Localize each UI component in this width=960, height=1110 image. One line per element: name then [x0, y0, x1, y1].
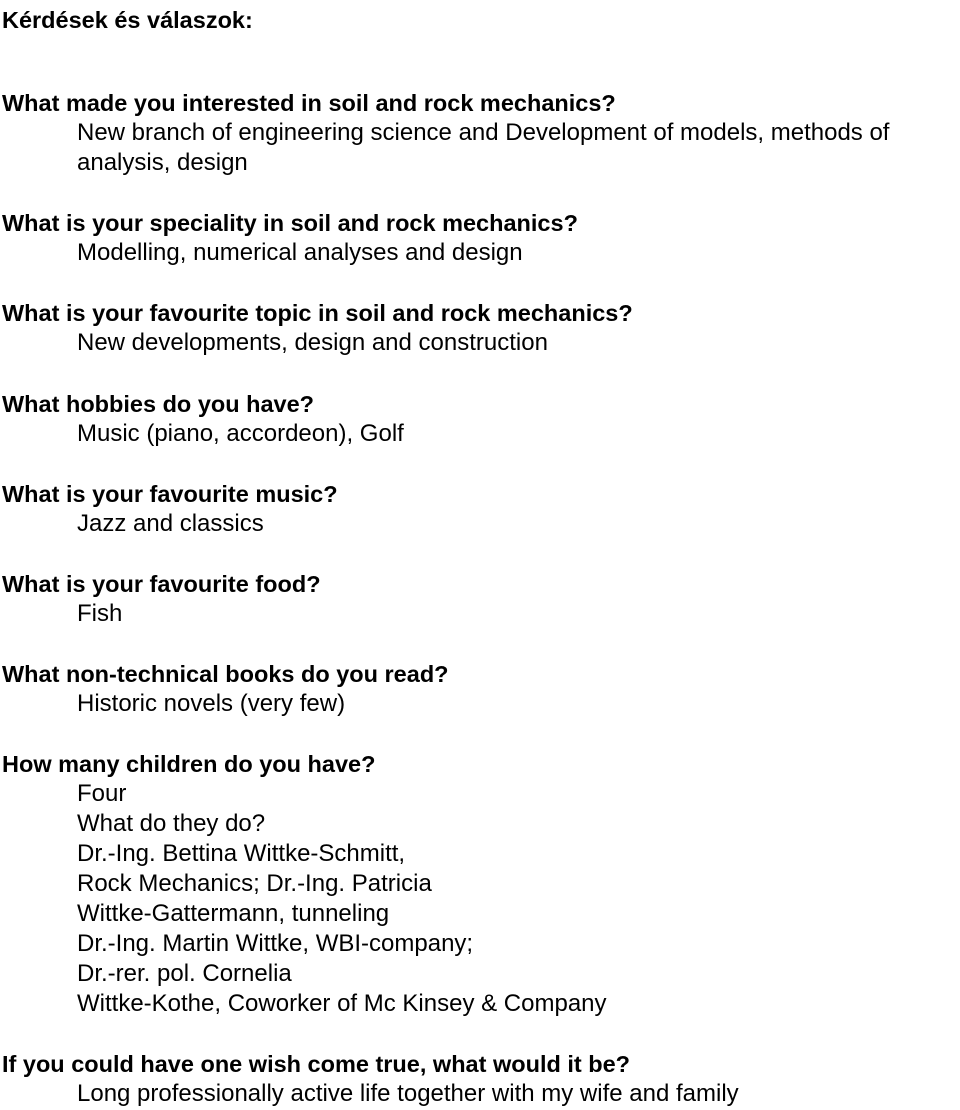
question-8: How many children do you have?	[2, 751, 376, 777]
answer-2-line-1: Modelling, numerical analyses and design	[77, 239, 523, 266]
answer-8-line-8: Wittke-Kothe, Coworker of Mc Kinsey & Company	[77, 990, 607, 1017]
question-2: What is your speciality in soil and rock mechanics?	[2, 210, 578, 236]
answer-8-line-7: Dr.-rer. pol. Cornelia	[77, 960, 292, 987]
answer-5-line-1: Jazz and classics	[77, 510, 264, 537]
answer-7-line-1: Historic novels (very few)	[77, 690, 346, 717]
answer-8-line-6: Dr.-Ing. Martin Wittke, WBI-company;	[77, 930, 474, 957]
answer-1-line-1: New branch of engineering science and Development of models, methods of	[77, 119, 890, 146]
answer-8-line-5: Wittke-Gattermann, tunneling	[77, 900, 390, 927]
answer-3-line-1: New developments, design and construction	[77, 329, 548, 356]
question-7: What non-technical books do you read?	[2, 661, 449, 687]
question-1: What made you interested in soil and rock mechanics?	[2, 90, 616, 116]
question-6: What is your favourite food?	[2, 571, 321, 597]
answer-8-line-4: Rock Mechanics; Dr.-Ing. Patricia	[77, 870, 432, 897]
question-5: What is your favourite music?	[2, 481, 338, 507]
answer-9-line-1: Long professionally active life together with my wife and family	[77, 1080, 739, 1107]
question-3: What is your favourite topic in soil and rock mechanics?	[2, 300, 633, 326]
answer-1-line-2: analysis, design	[77, 149, 248, 176]
answer-6-line-1: Fish	[77, 600, 123, 627]
page-title: Kérdések és válaszok:	[2, 7, 253, 33]
answer-8-line-2: What do they do?	[77, 810, 266, 837]
answer-8-line-1: Four	[77, 780, 127, 807]
question-4: What hobbies do you have?	[2, 391, 315, 417]
answer-8-line-3: Dr.-Ing. Bettina Wittke-Schmitt,	[77, 840, 406, 867]
question-9: If you could have one wish come true, what would it be?	[2, 1051, 631, 1077]
answer-4-line-1: Music (piano, accordeon), Golf	[77, 420, 404, 447]
